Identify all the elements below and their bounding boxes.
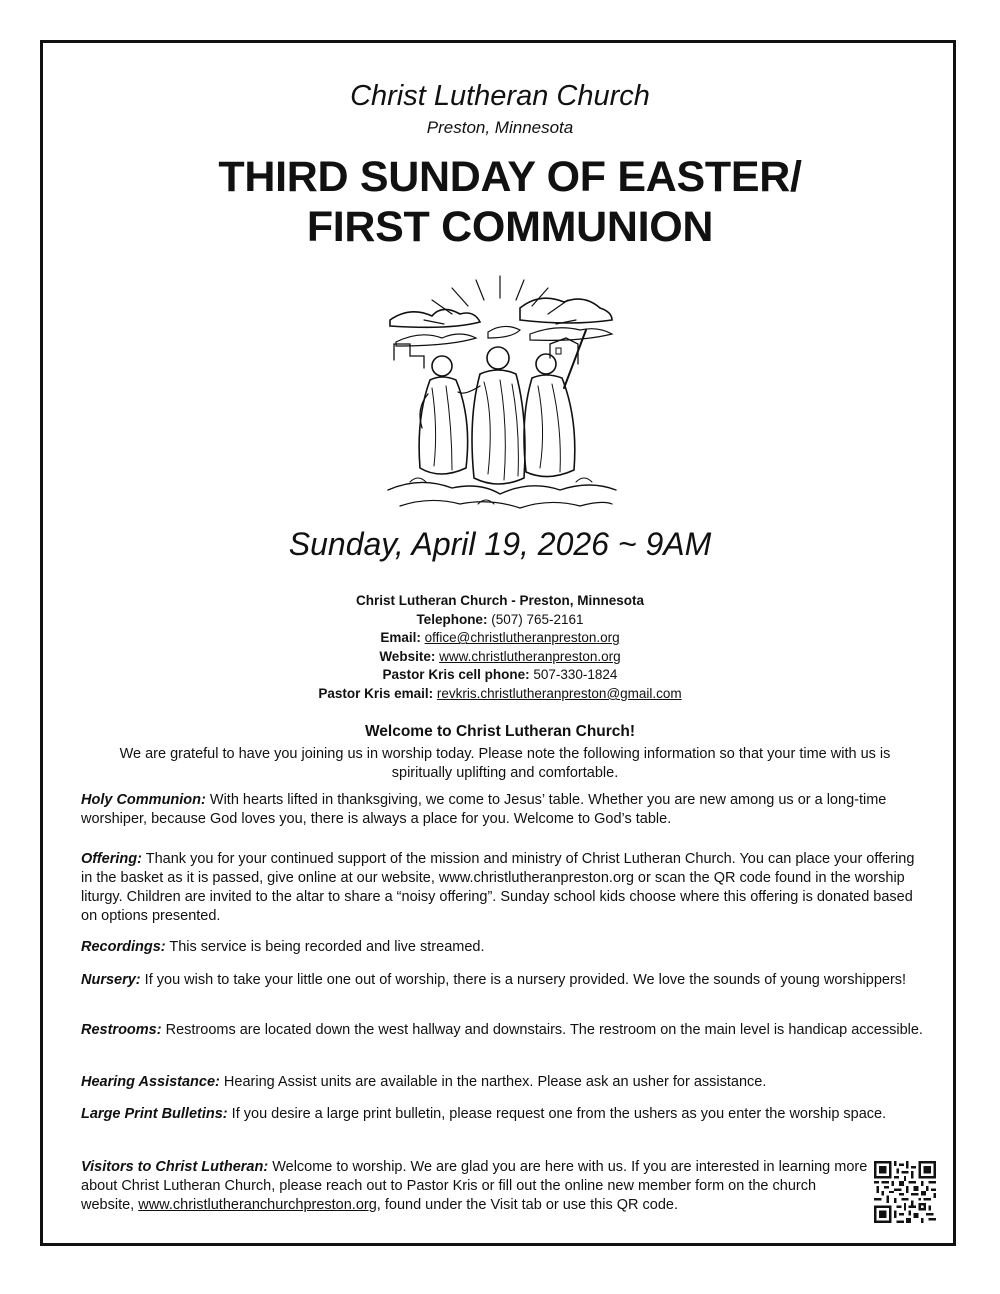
section-label: Recordings:	[81, 939, 166, 955]
church-name: Christ Lutheran Church	[350, 80, 650, 112]
service-date: Sunday, April 19, 2026 ~ 9AM	[288, 526, 712, 562]
title-line-1: THIRD SUNDAY OF EASTER/	[218, 153, 802, 201]
telephone-value: (507) 765-2161	[491, 611, 584, 627]
pastor-email-line: Pastor Kris email: revkris.christlutheranpreston@gmail.com	[318, 685, 682, 701]
section-label: Visitors to Christ Lutheran:	[81, 1159, 269, 1175]
nursery-section	[81, 971, 927, 990]
telephone-line: Telephone: (507) 765-2161	[416, 611, 584, 627]
church-location: Preston, Minnesota	[426, 118, 574, 137]
hearing-assistance-section	[81, 1073, 927, 1092]
recordings-section	[81, 938, 927, 957]
section-text: Restrooms are located down the west hallway and downstairs. The restroom on the main level is handicap accessible.	[165, 1022, 923, 1038]
website-link[interactable]: www.christlutheranpreston.org	[439, 648, 621, 664]
section-text: This service is being recorded and live streamed.	[169, 939, 485, 955]
section-text: If you desire a large print bulletin, please request one from the ushers as you enter the worship space.	[231, 1106, 887, 1122]
welcome-heading: Welcome to Christ Lutheran Church!	[364, 723, 636, 740]
section-text: Hearing Assist units are available in the narthex. Please ask an usher for assistance.	[223, 1074, 767, 1090]
title-line-2: FIRST COMMUNION	[306, 203, 714, 251]
section-text: Thank you for your continued support of the mission and ministry of Christ Lutheran Church. You can place your offering in the basket as it is passed, give online at our website, www.christlutheranpreston.org or scan the QR code found in the worship liturgy. Children are invited to the altar to share a “noisy offering”. Sunday school kids choose where this offering is donated based on options presented.	[81, 851, 915, 924]
offering-section	[81, 850, 927, 926]
section-text-end: , found under the Visit tab or use this QR code.	[376, 1197, 678, 1213]
church-website-link[interactable]: www.christlutheranchurchpreston.org	[138, 1197, 377, 1213]
section-label: Nursery:	[81, 972, 141, 988]
email-line: Email: office@christlutheranpreston.org	[380, 630, 620, 646]
pastor-email-link[interactable]: revkris.christlutheranpreston@gmail.com	[436, 685, 682, 701]
contact-info	[0, 592, 1000, 704]
large-print-section	[81, 1105, 927, 1124]
holy-communion-section	[81, 791, 927, 829]
pastor-phone-line: Pastor Kris cell phone: 507-330-1824	[382, 667, 618, 683]
section-label: Hearing Assistance:	[81, 1074, 220, 1090]
service-title	[160, 152, 860, 252]
email-link[interactable]: office@christlutheranpreston.org	[424, 630, 620, 646]
section-text: If you wish to take your little one out of worship, there is a nursery provided. We love the sounds of young worshippers!	[144, 972, 907, 988]
three-disciples-walking-illustration	[380, 268, 620, 518]
section-text: Welcome to worship. We are glad you are here with us. If you are interested in learning more about Christ Lutheran Church, please reach out to Pastor Kris or fill out the online new member form on the church website,	[81, 1159, 868, 1213]
section-text: With hearts lifted in thanksgiving, we come to Jesus’ table. Whether you are new among us or a long-time worshiper, because God loves you, there is always a place for you. Welcome to God’s table.	[81, 792, 887, 827]
section-label: Holy Communion:	[81, 792, 206, 808]
contact-heading: Christ Lutheran Church - Preston, Minnesota	[355, 593, 645, 608]
section-label: Large Print Bulletins:	[81, 1106, 228, 1122]
welcome-intro: We are grateful to have you joining us in worship today. Please note the following information so that your time with us is spiritually uplifting and comfortable.	[119, 746, 891, 781]
section-label: Offering:	[81, 851, 142, 867]
qr-code-icon[interactable]	[874, 1161, 936, 1223]
pastor-phone-value: 507-330-1824	[533, 667, 618, 683]
section-label: Restrooms:	[81, 1022, 162, 1038]
website-line: Website: www.christlutheranpreston.org	[379, 648, 621, 664]
restrooms-section	[81, 1021, 927, 1040]
visitors-section	[81, 1158, 871, 1215]
